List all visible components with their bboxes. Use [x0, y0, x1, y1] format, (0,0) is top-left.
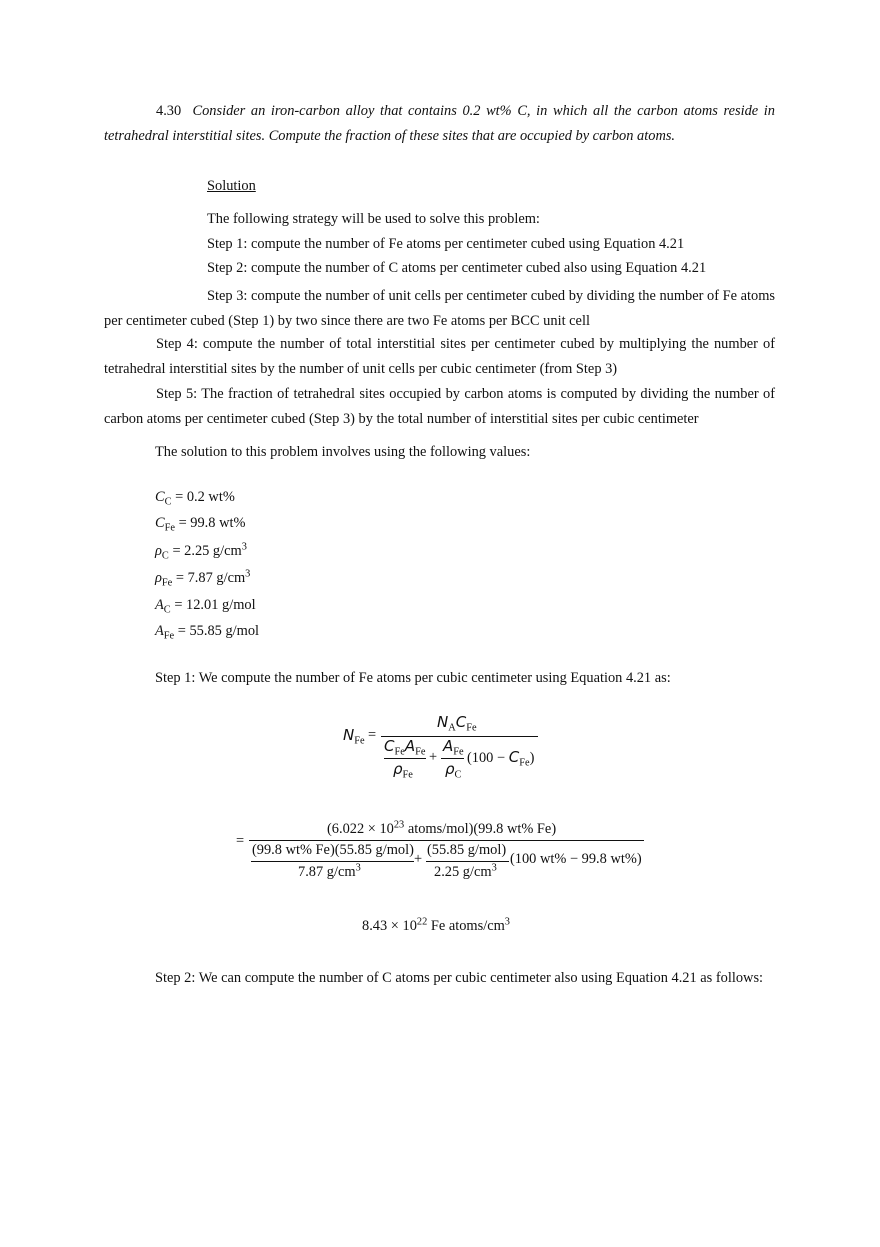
result-nfe: $8.43 \times 10^{22}$ Fe atoms/$cm^3$ [362, 916, 510, 934]
value-ac: $A_C = 12.01$ g/mol [155, 597, 256, 616]
step-5-line: Step 5: The fraction of tetrahedral sites occupied by carbon atoms is computed by dividing the number of carbon atoms per centimeter cubed (Step 3) by the total number of interstitial sites per cubic centimeter [104, 386, 775, 427]
eq2-sub-bar-1 [251, 861, 414, 862]
value-cfe: $C_{Fe} = 99.8$ wt% [155, 515, 246, 534]
step-4-line: Step 4: compute the number of total interstitial sites per centimeter cubed by multiplying the number of tetrahedral interstitial sites by the number of unit cells per cubic centimeter (from Step 3) [104, 336, 775, 377]
values-intro: The solution to this problem involves using the following values: [155, 444, 531, 460]
step1-text: Step 1: We compute the number of Fe atoms per cubic centimeter using Equation 4.21 as: [155, 670, 671, 686]
problem-statement [104, 99, 775, 148]
eq2-main-fraction-bar [249, 840, 644, 841]
eq1-sub-bar-2 [441, 758, 464, 759]
eq1-sub-bar-1 [384, 758, 426, 759]
step-3-line: Step 3: compute the number of unit cells per centimeter cubed by dividing the number of Fe atoms per centimeter cubed (Step 1) by two since there are two Fe atoms per BCC unit cell [104, 288, 775, 329]
step-1-line: Step 1: compute the number of Fe atoms per centimeter cubed using Equation 4.21 [207, 236, 685, 252]
value-rhoc: $\rho_C = 2.25$ $g/cm^3$ [155, 541, 247, 562]
problem-number: 4.30 [156, 103, 182, 119]
problem-text: Consider an iron-carbon alloy that contains 0.2 wt% C, in which all the carbon atoms reside in tetrahedral interstitial sites. Compute the fraction of these sites that are occupied by carbon atoms. [104, 103, 775, 144]
value-cc: $C_C = 0.2$ wt% [155, 489, 235, 508]
value-rhofe: $\rho_{Fe} = 7.87$ $g/cm^3$ [155, 568, 251, 589]
strategy-intro: The following strategy will be used to solve this problem: [207, 211, 540, 227]
step-2-line: Step 2: compute the number of C atoms per centimeter cubed also using Equation 4.21 [207, 260, 707, 276]
step2-text: Step 2: We can compute the number of C atoms per cubic centimeter also using Equation 4.21 as follows: [155, 970, 764, 986]
solution-heading: Solution [207, 178, 256, 194]
value-afe: $A_{Fe} = 55.85$ g/mol [155, 623, 260, 642]
